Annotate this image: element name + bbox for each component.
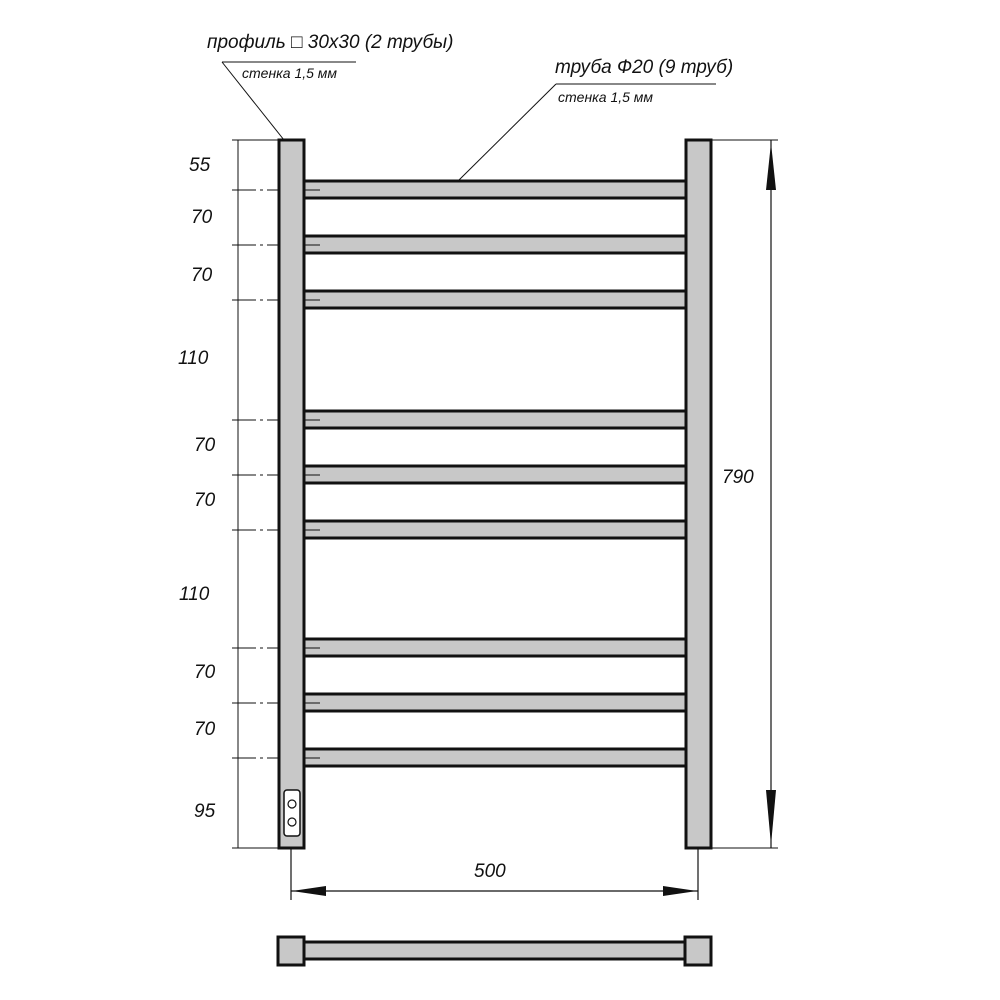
spacing-label: 70 bbox=[191, 265, 213, 286]
right-profile bbox=[686, 140, 711, 848]
spacing-label: 55 bbox=[189, 155, 211, 176]
spacing-label: 95 bbox=[194, 801, 216, 822]
horizontal-pipe bbox=[304, 411, 686, 428]
spacing-label: 110 bbox=[179, 584, 210, 605]
width-dimension-label: 500 bbox=[474, 861, 506, 882]
horizontal-pipe bbox=[304, 236, 686, 253]
profile-callout-label: профиль □ 30x30 (2 трубы) bbox=[207, 32, 454, 53]
pipes-group bbox=[304, 181, 686, 766]
pipe-callout-label: труба Ф20 (9 труб) bbox=[555, 57, 734, 78]
horizontal-pipe bbox=[304, 466, 686, 483]
spacing-label: 70 bbox=[191, 207, 213, 228]
horizontal-pipe bbox=[304, 291, 686, 308]
spacing-end-lines bbox=[232, 140, 278, 848]
height-dimension-label: 790 bbox=[722, 467, 754, 488]
height-dimension bbox=[766, 140, 776, 848]
plan-view-pipe bbox=[303, 942, 687, 959]
spacing-label: 110 bbox=[178, 348, 209, 369]
spacing-label: 70 bbox=[194, 435, 216, 456]
plan-view-right-profile bbox=[685, 937, 711, 965]
spacing-labels bbox=[178, 155, 216, 822]
height-extension-lines bbox=[712, 140, 778, 848]
plan-view bbox=[278, 937, 711, 965]
left-profile bbox=[279, 140, 304, 848]
spacing-label: 70 bbox=[194, 719, 216, 740]
horizontal-pipe bbox=[304, 181, 686, 198]
horizontal-pipe bbox=[304, 639, 686, 656]
plan-view-left-profile bbox=[278, 937, 304, 965]
power-connector-icon bbox=[284, 790, 300, 836]
profile-wall-label: стенка 1,5 мм bbox=[242, 65, 337, 81]
horizontal-pipe bbox=[304, 694, 686, 711]
pipe-wall-label: стенка 1,5 мм bbox=[558, 89, 653, 105]
spacing-label: 70 bbox=[194, 490, 216, 511]
spacing-label: 70 bbox=[194, 662, 216, 683]
horizontal-pipe bbox=[304, 749, 686, 766]
horizontal-pipe bbox=[304, 521, 686, 538]
